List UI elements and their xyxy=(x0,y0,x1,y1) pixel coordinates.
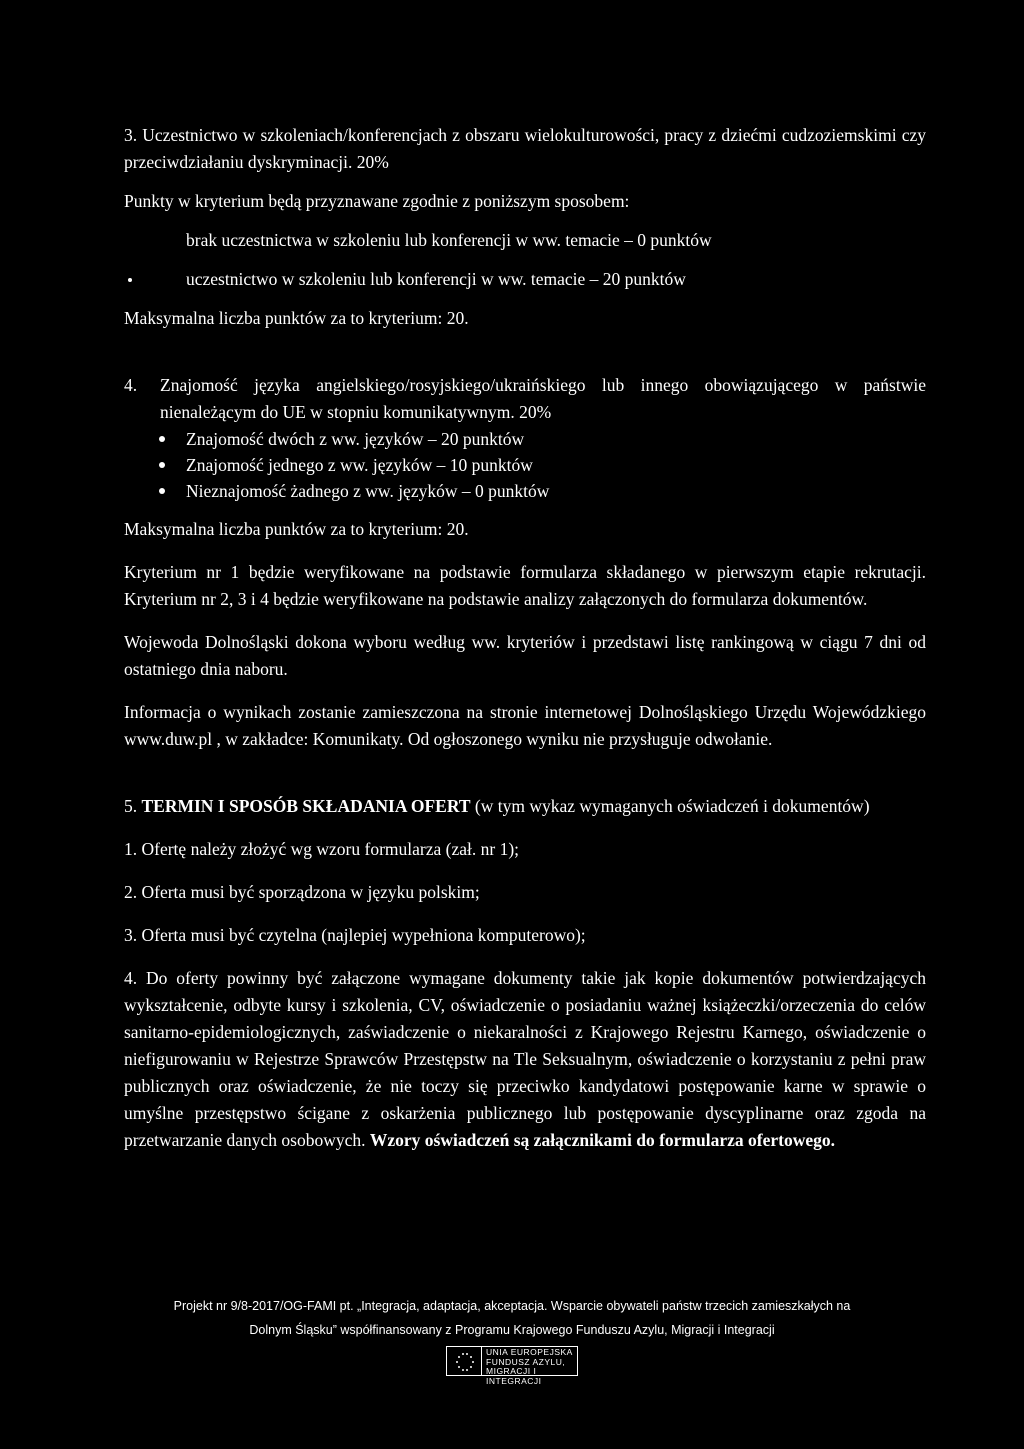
section5-heading-bold: TERMIN I SPOSÓB SKŁADANIA OFERT xyxy=(141,796,471,816)
eu-fund-logo xyxy=(446,1346,578,1386)
logo-line-1: UNIA EUROPEJSKA xyxy=(486,1347,573,1357)
footer-line-1: Projekt nr 9/8-2017/OG-FAMI pt. „Integracja, adaptacja, akceptacja. Wsparcie obywateli państw trzecich zamieszkałych na xyxy=(173,1299,851,1313)
offer-requirement-4-bold: Wzory oświadczeń są załącznikami do formularza ofertowego. xyxy=(369,1130,835,1150)
footer-line-2: Dolnym Śląsku” współfinansowany z Programu Krajowego Funduszu Azylu, Migracji i Integracji xyxy=(249,1323,775,1337)
logo-line-3: MIGRACJI I INTEGRACJI xyxy=(486,1366,542,1386)
eu-flag-icon xyxy=(446,1346,482,1376)
list-item: uczestnictwo w szkoleniu lub konferencji w ww. temacie – 20 punktów xyxy=(124,266,926,293)
list-item: Nieznajomość żadnego z ww. języków – 0 punktów xyxy=(124,478,926,504)
document-page xyxy=(124,122,926,1154)
selection-paragraph: Wojewoda Dolnośląski dokona wyboru według ww. kryteriów i przedstawi listę rankingową w ciągu 7 dni od ostatniego dnia naboru. xyxy=(124,632,926,679)
section5-heading-rest: (w tym wykaz wymaganych oświadczeń i dokumentów) xyxy=(470,796,870,816)
project-footer xyxy=(0,1294,1024,1342)
section5-number: 5. xyxy=(124,796,138,816)
section3-heading: 3. Uczestnictwo w szkoleniach/konferencjach z obszaru wielokulturowości, pracy z dziećmi cudzoziemskimi czy przeciwdziałaniu dyskryminacji. 20% xyxy=(124,125,926,172)
offer-requirement-4 xyxy=(124,965,926,1154)
results-paragraph: Informacja o wynikach zostanie zamieszczona na stronie internetowej Dolnośląskiego Urzędu Wojewódzkiego www.duw.pl , w zakładce: Komunikaty. Od ogłoszonego wyniku nie przysługuje odwołanie. xyxy=(124,702,926,749)
list-item: Znajomość jednego z ww. języków – 10 punktów xyxy=(124,452,926,478)
section4-number: 4. xyxy=(124,375,138,395)
section3-criteria-list xyxy=(124,227,926,293)
offer-requirement-1: 1. Ofertę należy złożyć wg wzoru formularza (zał. nr 1); xyxy=(124,839,520,859)
section4-heading-text: Znajomość języka angielskiego/rosyjskiego/ukraińskiego lub innego obowiązującego w państwie nienależącym do UE w stopniu komunikatywnym. 20% xyxy=(160,375,926,422)
section5-heading xyxy=(124,793,926,820)
verification-paragraph: Kryterium nr 1 będzie weryfikowane na podstawie formularza składanego w pierwszym etapie rekrutacji. Kryterium nr 2, 3 i 4 będzie weryfikowane na podstawie analizy załączonych do formularza dokumentów. xyxy=(124,562,926,609)
section4-criteria-list xyxy=(124,426,926,504)
logo-line-2: FUNDUSZ AZYLU, xyxy=(486,1356,566,1367)
offer-requirement-2: 2. Oferta musi być sporządzona w języku polskim; xyxy=(124,882,480,902)
section4-max-points: Maksymalna liczba punktów za to kryterium: 20. xyxy=(124,519,469,539)
offer-requirement-4-text: 4. Do oferty powinny być załączone wymagane dokumenty takie jak kopie dokumentów potwierdzających wykształcenie, odbyte kursy i szkolenia, CV, oświadczenie o posiadaniu ważnej książeczki/orzeczenia do celów sanitarno-epidemiologicznych, zaświadczenie o niekaralności z Krajowego Rejestru Karnego, oświadczenie o niefigurowaniu w Rejestrze Sprawców Przestępstw na Tle Seksualnym, oświadczenie o korzystaniu z pełni praw publicznych oraz oświadczenie, że nie toczy się przeciwko kandydatowi postępowanie karne w sprawie o umyślne przestępstwo ścigane z oskarżenia publicznego lub postępowanie dyscyplinarne oraz zgoda na przetwarzanie danych osobowych. xyxy=(124,968,926,1150)
logo-text xyxy=(482,1346,578,1386)
list-item: Znajomość dwóch z ww. języków – 20 punktów xyxy=(124,426,926,452)
section3-max-points: Maksymalna liczba punktów za to kryterium: 20. xyxy=(124,308,469,328)
section4-heading xyxy=(124,372,926,426)
offer-requirement-3: 3. Oferta musi być czytelna (najlepiej wypełniona komputerowo); xyxy=(124,925,586,945)
section3-intro: Punkty w kryterium będą przyznawane zgodnie z poniższym sposobem: xyxy=(124,191,630,211)
list-item: brak uczestnictwa w szkoleniu lub konferencji w ww. temacie – 0 punktów xyxy=(186,230,712,250)
